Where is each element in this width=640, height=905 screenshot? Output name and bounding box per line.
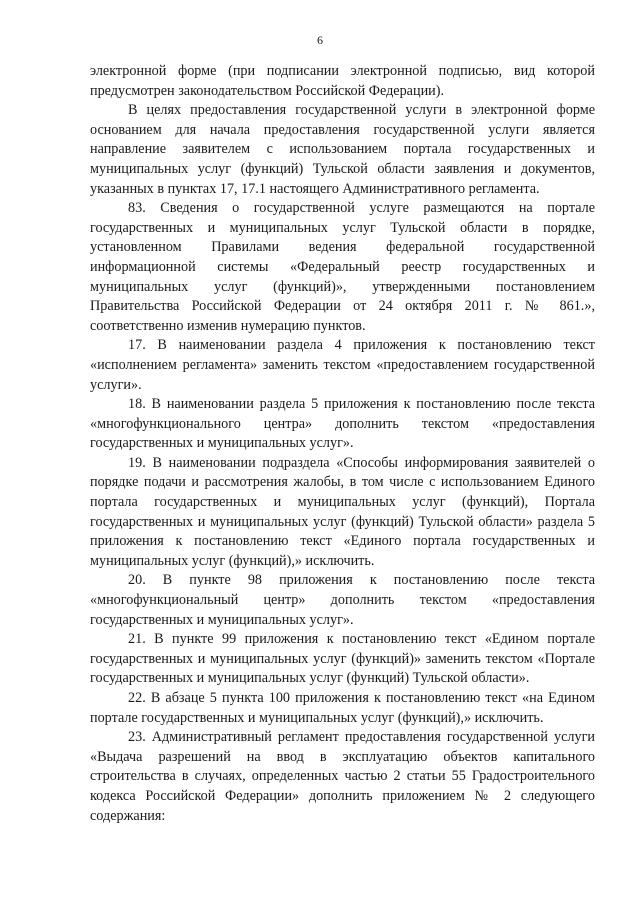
page-number: 6 [317, 33, 323, 47]
document-body [90, 62, 595, 826]
paragraph-item-18: 18. В наименовании раздела 5 приложения к постановлению после текста «многофункционального центра» дополнить текстом «предоставления государственных и муниципальных услуг». [90, 396, 595, 452]
paragraph-continuation: электронной форме (при подписании электронной подписью, вид которой предусмотрен законодательством Российской Федерации). [90, 63, 595, 99]
paragraph-item-19: 19. В наименовании подраздела «Способы информирования заявителей о порядке подачи и рассмотрения жалобы, в том числе с использованием Единого портала государственных и муниципальных услуг (функций), Портала государственных и муниципальных услуг (функций) Тульской области» раздела 5 приложения к постановлению текст «Единого портала государственных и муниципальных услуг (функций),» исключить. [90, 454, 595, 569]
paragraph-item-83: 83. Сведения о государственной услуге размещаются на портале государственных и муниципальных услуг Тульской области в порядке, установленном Правилами ведения федеральной государственной информационной системы «Федеральный реестр государственных и муниципальных услуг (функций)», утвержденными постановлением Правительства Российской Федерации от 24 октября 2011 г. № 861.», соответственно изменив нумерацию пунктов. [90, 200, 595, 334]
paragraph-item-21: 21. В пункте 99 приложения к постановлению текст «Едином портале государственных и муниципальных услуг (функций)» заменить текстом «Портале государственных и муниципальных услуг (функций) Тульской области». [90, 631, 595, 687]
paragraph-electronic-form: В целях предоставления государственной услуги в электронной форме основанием для начала предоставления государственной услуги является направление заявителем с использованием портала государственных и муниципальных услуг (функций) Тульской области заявления и документов, указанных в пунктах 17, 17.1 настоящего Административного регламента. [90, 102, 595, 197]
paragraph-item-20: 20. В пункте 98 приложения к постановлению после текста «многофункциональный центр» дополнить текстом «предоставления государственных и муниципальных услуг». [90, 572, 595, 628]
paragraph-item-23: 23. Административный регламент предоставления государственной услуги «Выдача разрешений на ввод в эксплуатацию объектов капитального строительства в случаях, определенных частью 2 статьи 55 Градостроительного кодекса Российской Федерации» дополнить приложением № 2 следующего содержания: [90, 729, 595, 824]
paragraph-item-17: 17. В наименовании раздела 4 приложения к постановлению текст «исполнением регламента» заменить текстом «предоставлением государственной услуги». [90, 337, 595, 393]
paragraph-item-22: 22. В абзаце 5 пункта 100 приложения к постановлению текст «на Едином портале государственных и муниципальных услуг (функций),» исключить. [90, 690, 595, 726]
